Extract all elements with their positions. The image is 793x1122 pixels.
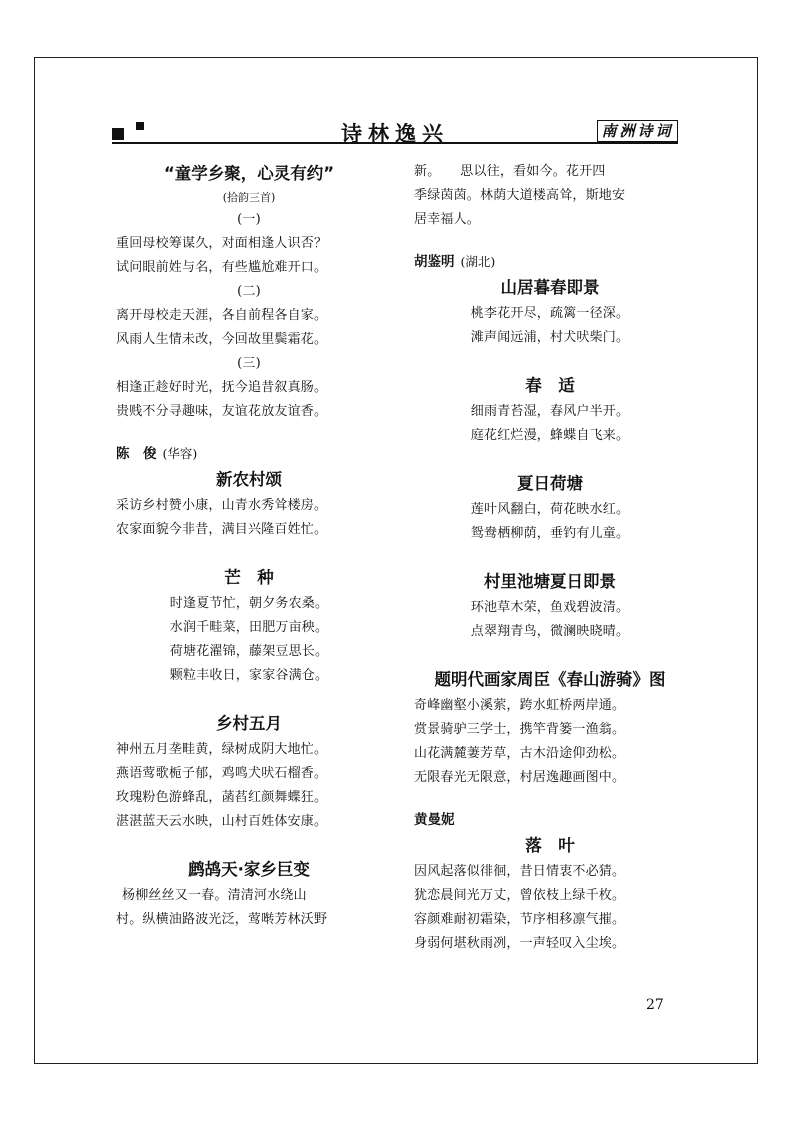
poem-subtitle: (拾韵三首) — [222, 191, 276, 204]
poem-line: 风雨人生情未改，今回故里鬓霜花。 — [116, 332, 328, 347]
poem-line: 无限春光无限意，村居逸趣画图中。 — [414, 770, 626, 785]
poem-line: 犹恋晨间光万丈，曾依枝上绿千枚。 — [414, 888, 626, 903]
poem-line: 湛湛蓝天云水映，山村百姓体安康。 — [116, 814, 328, 829]
header-square-large — [112, 128, 124, 140]
poem-title: 落 叶 — [525, 836, 575, 855]
poem-line: 燕语莺歌栀子郁，鸡鸣犬吠石榴香。 — [116, 766, 328, 781]
poem-line: 赏景骑驴三学士，携竿背篓一渔翁。 — [414, 722, 626, 737]
poem-line: 山花满麓萋芳草，古木沿途仰劲松。 — [414, 746, 626, 761]
poem-line: 细雨青苔湿，春风户半开。 — [470, 404, 630, 419]
poem-title: “童学乡聚，心灵有约” — [163, 164, 335, 183]
poem-line: 因风起落似徘徊，昔日情衷不必猜。 — [414, 864, 626, 879]
author-line — [414, 250, 686, 274]
poem-line: 莲叶风翻白，荷花映水红。 — [470, 502, 630, 517]
poem-title: 乡村五月 — [216, 714, 282, 733]
poem-line: 身弱何堪秋雨冽，一声轻叹入尘埃。 — [414, 936, 626, 951]
poem-line: 点翠翔青鸟，微澜映晓晴。 — [470, 624, 630, 639]
page-number: 27 — [646, 997, 664, 1013]
author-name: 陈 俊 — [116, 446, 157, 462]
poem-line: 居幸福人。 — [414, 212, 481, 227]
poem-line: 重回母校筹谋久，对面相逢人识否？ — [116, 236, 328, 251]
author-place: (湖北) — [460, 254, 496, 269]
poem-line: 相逢正趁好时光，抚今追昔叙真肠。 — [116, 380, 328, 395]
poem-title: 芒 种 — [224, 568, 274, 587]
poem-title: 春 适 — [525, 376, 575, 395]
poem-line: 杨柳丝丝又一春。清清河水绕山 — [122, 888, 307, 903]
poem-line: 时逢夏节忙，朝夕务农桑。 — [169, 596, 329, 611]
poem-line: 季绿茵茵。林荫大道楼高耸，斯地安 — [414, 188, 626, 203]
right-column — [414, 160, 686, 956]
poem-line: 奇峰幽壑小溪萦，跨水虹桥两岸通。 — [414, 698, 626, 713]
poem-title: 山居暮春即景 — [500, 278, 600, 297]
author-name: 黄曼妮 — [414, 812, 455, 828]
poem-line: 离开母校走天涯，各自前程各自家。 — [116, 308, 328, 323]
poem-line: 农家面貌今非昔，满目兴隆百姓忙。 — [116, 522, 328, 537]
poem-title: 鹧鸪天·家乡巨变 — [188, 860, 310, 879]
magazine-badge: 南洲诗词 — [597, 120, 678, 142]
header-square-small — [136, 122, 144, 130]
poem-title: 夏日荷塘 — [517, 474, 583, 493]
poem-line: 环池草木荣，鱼戏碧波清。 — [470, 600, 630, 615]
poem-line: 水润千畦菜，田肥万亩秧。 — [169, 620, 329, 635]
poem-line: 鸳鸯栖柳荫，垂钓有儿童。 — [470, 526, 630, 541]
author-name: 胡鉴明 — [414, 254, 455, 270]
poem-line: 新。 思以往，看如今。花开四 — [414, 164, 606, 179]
part-label: (三) — [237, 356, 261, 371]
poem-line: 采访乡村赞小康，山青水秀耸楼房。 — [116, 498, 328, 513]
part-label: (二) — [237, 284, 261, 299]
poem-line: 荷塘花濯锦，藤架豆思长。 — [169, 644, 329, 659]
poem-line: 村。纵横油路波光泛，莺啭芳林沃野 — [116, 912, 328, 927]
poem-line: 容颜难耐初霜染，节序相移凛气摧。 — [414, 912, 626, 927]
poem-line: 贵贱不分寻趣味，友谊花放友谊香。 — [116, 404, 328, 419]
part-label: (一) — [237, 212, 261, 227]
poem-title: 新农村颂 — [216, 470, 282, 489]
poem-title: 村里池塘夏日即景 — [484, 572, 616, 591]
author-line — [116, 442, 382, 466]
poem-line: 桃李花开尽，疏篱一径深。 — [470, 306, 630, 321]
poem-line: 颗粒丰收日，家家谷满仓。 — [169, 668, 329, 683]
section-title: 诗林逸兴 — [341, 122, 449, 146]
poem-line: 玫瑰粉色游蜂乱，菡萏红颜舞蝶狂。 — [116, 790, 328, 805]
author-place: (华容) — [162, 446, 198, 461]
poem-line: 神州五月垄畦黄，绿树成阴大地忙。 — [116, 742, 328, 757]
poem-line: 滩声闻远浦，村犬吠柴门。 — [470, 330, 630, 345]
left-column — [116, 160, 382, 932]
poem-line: 试问眼前姓与名，有些尴尬难开口。 — [116, 260, 328, 275]
poem-title: 题明代画家周臣《春山游骑》图 — [434, 670, 666, 689]
poem-line: 庭花红烂漫，蜂蝶自飞来。 — [470, 428, 630, 443]
